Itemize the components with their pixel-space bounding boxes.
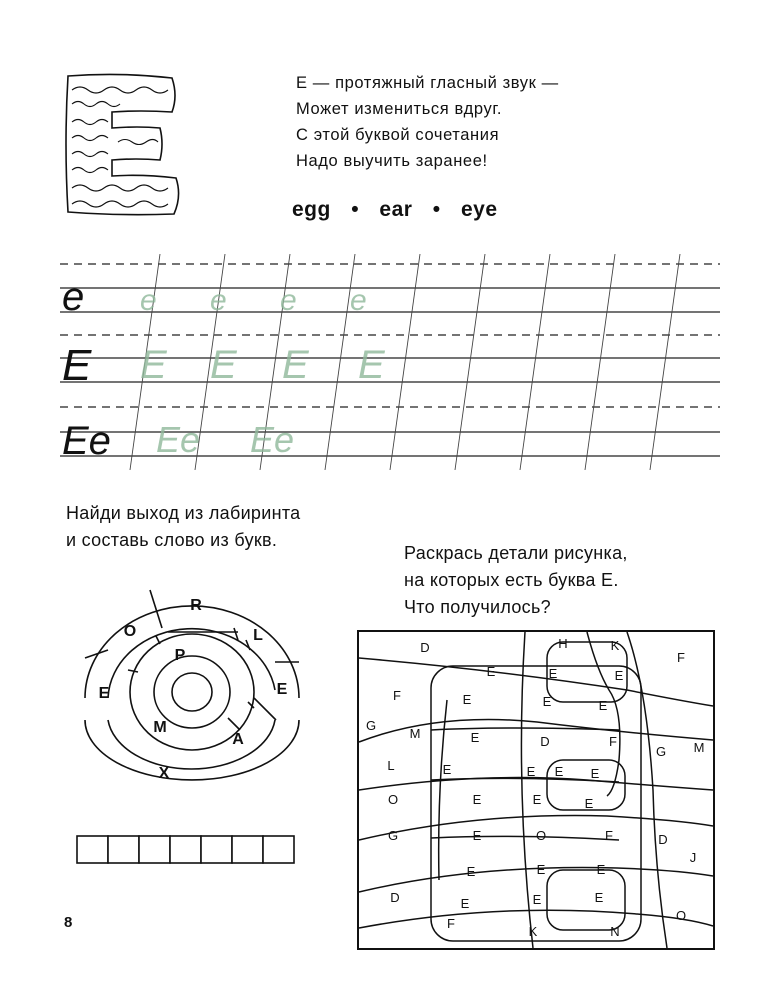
answer-boxes[interactable] — [76, 835, 298, 865]
maze-letter: E — [276, 681, 288, 698]
maze-letter: L — [253, 627, 263, 644]
grid-letter: G — [655, 744, 667, 759]
grid-letter: D — [420, 640, 430, 655]
grid-letter: J — [689, 850, 697, 865]
maze-task-line-2: и составь слово из букв. — [66, 530, 278, 550]
maze-task-line-1: Найди выход из лабиринта — [66, 503, 301, 523]
grid-letter: E — [542, 694, 552, 709]
grid-letter: F — [677, 650, 685, 665]
tracing-uppercase-e: E — [210, 343, 237, 387]
grid-letter: E — [532, 892, 542, 907]
grid-letter: M — [409, 726, 421, 741]
grid-letter: D — [658, 832, 668, 847]
coloring-task-line-2: на которых есть буква Е. — [404, 570, 619, 590]
coloring-letter-grid[interactable] — [357, 630, 715, 950]
poem-line-3: С этой буквой сочетания — [296, 126, 500, 144]
grid-letter: E — [486, 664, 496, 679]
grid-letter: E — [472, 792, 482, 807]
answer-box[interactable] — [232, 836, 263, 863]
grid-letter: M — [693, 740, 705, 755]
grid-letter: E — [526, 764, 536, 779]
answer-box[interactable] — [108, 836, 139, 863]
grid-letter: E — [590, 766, 600, 781]
coloring-task-line-1: Раскрась детали рисунка, — [404, 543, 628, 563]
grid-letter: E — [442, 762, 452, 777]
word-ear: ear — [379, 198, 413, 221]
grid-letter: F — [393, 688, 401, 703]
circular-maze[interactable] — [68, 580, 318, 790]
grid-letter: E — [596, 862, 606, 877]
maze-letter: P — [174, 647, 186, 664]
word-separator: • — [351, 198, 360, 221]
maze-letter: X — [158, 765, 170, 782]
grid-letter: E — [554, 764, 564, 779]
grid-letter: N — [610, 924, 620, 939]
grid-letter: G — [387, 828, 399, 843]
answer-box[interactable] — [139, 836, 170, 863]
maze-task-text — [66, 500, 301, 554]
tracing-ee: Ee — [250, 419, 295, 460]
poem-line-1: Е — протяжный гласный звук — — [296, 74, 559, 92]
grid-letter: E — [532, 792, 542, 807]
tracing-uppercase-e: E — [140, 343, 167, 387]
answer-box[interactable] — [201, 836, 232, 863]
tracing-lowercase-e: e — [350, 284, 367, 317]
maze-letter: A — [232, 731, 244, 748]
word-egg: egg — [292, 198, 331, 221]
grid-letter: K — [610, 638, 620, 653]
grid-letter: O — [535, 828, 547, 843]
grid-letter: E — [594, 890, 604, 905]
grid-letter: E — [584, 796, 594, 811]
grid-letter: O — [387, 792, 399, 807]
answer-box[interactable] — [263, 836, 294, 863]
word-separator: • — [432, 198, 441, 221]
grid-letter: E — [466, 864, 476, 879]
page-number: 8 — [64, 914, 73, 931]
poem — [296, 70, 559, 174]
grid-letter: F — [609, 734, 617, 749]
grid-letter: K — [528, 924, 538, 939]
grid-letter: E — [460, 896, 470, 911]
writing-sample-uppercase-e: E — [62, 341, 92, 390]
grid-letter: E — [614, 668, 624, 683]
vocabulary-words — [292, 198, 498, 222]
tracing-lowercase-e: e — [280, 284, 297, 317]
writing-sample-lowercase-e: e — [62, 275, 85, 319]
answer-box[interactable] — [77, 836, 108, 863]
poem-line-4: Надо выучить заранее! — [296, 152, 488, 170]
tracing-lowercase-e: e — [210, 284, 227, 317]
big-letter-e-illustration — [60, 70, 190, 220]
maze-letter: R — [190, 597, 202, 614]
grid-letter: E — [470, 730, 480, 745]
writing-sample-ee: Ee — [62, 419, 111, 463]
coloring-task-line-3: Что получилось? — [404, 597, 551, 617]
coloring-task-text — [404, 540, 628, 621]
grid-letter: F — [605, 828, 613, 843]
grid-letter: L — [387, 758, 395, 773]
grid-letter: D — [540, 734, 550, 749]
tracing-uppercase-e: E — [358, 343, 385, 387]
grid-letter: E — [472, 828, 482, 843]
grid-letter: H — [558, 636, 568, 651]
maze-letter: E — [98, 685, 110, 702]
handwriting-practice-area — [60, 250, 720, 480]
grid-letter: O — [675, 908, 687, 923]
tracing-lowercase-e: e — [140, 284, 157, 317]
maze-letter: M — [153, 719, 167, 736]
answer-box[interactable] — [170, 836, 201, 863]
grid-letter: E — [536, 862, 546, 877]
word-eye: eye — [460, 198, 498, 221]
grid-letter: F — [447, 916, 455, 931]
grid-letter: G — [365, 718, 377, 733]
grid-letter: E — [548, 666, 558, 681]
tracing-ee: Ee — [156, 419, 201, 460]
grid-letter: D — [390, 890, 400, 905]
tracing-uppercase-e: E — [282, 343, 309, 387]
grid-letter: E — [598, 698, 608, 713]
grid-letter: E — [462, 692, 472, 707]
poem-line-2: Может измениться вдруг. — [296, 100, 503, 118]
maze-letter: O — [123, 623, 137, 640]
